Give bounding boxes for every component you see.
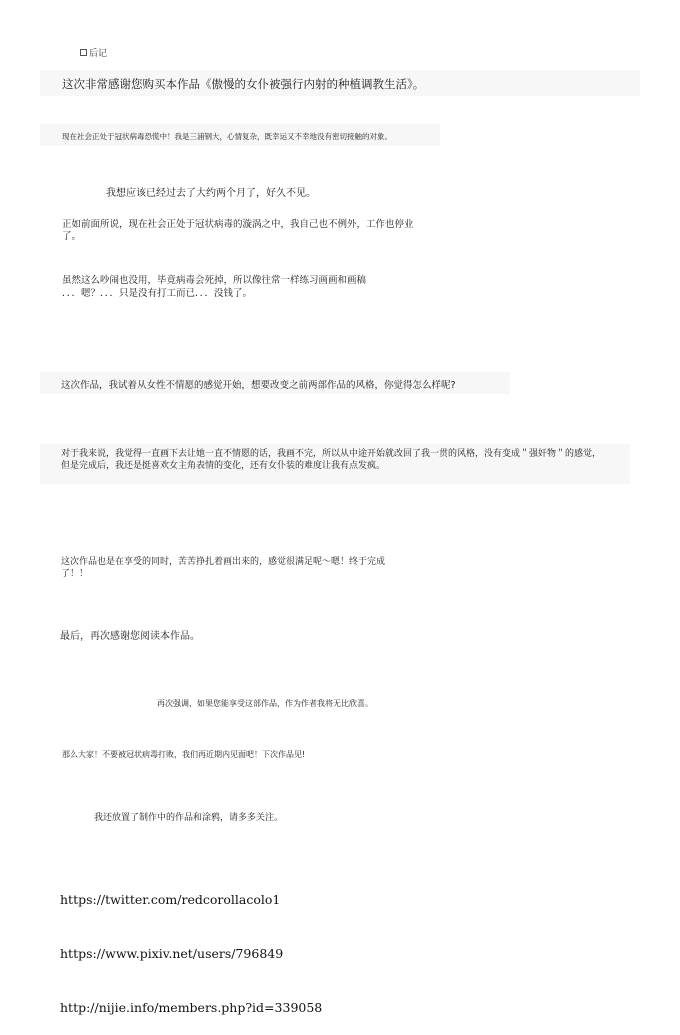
paragraph-finished: 这次作品也是在享受的同时，苦苦挣扎着画出来的，感觉很满足呢～嗯！终于完成了！！ (61, 557, 386, 579)
heading-text: 后记 (89, 49, 108, 59)
paragraph-style-change: 这次作品，我试着从女性不情愿的感觉开始，想要改变之前两部作品的风格，你觉得怎么样呢? (61, 380, 456, 391)
paragraph-practice-drawing: 虽然这么吵闹也没用，毕竟病毒会死掉，所以像往常一样练习画画和画稿 ．．．嗯？．．．只是没有打工而已．．．没钱了。 (62, 275, 367, 299)
paragraph-emphasis: 再次强调，如果您能享受这部作品，作为作者我将无比欣喜。 (157, 699, 373, 708)
paragraph-usual-style: 对于我来说，我觉得一直画下去让她一直不情愿的话，我画不完，所以从中途开始就改回了我一贯的风格，没有变成＂强奸物＂的感觉， 但是完成后，我还是挺喜欢女主角表情的变化，还有女仆装的难度让我有点发疯。 (61, 449, 602, 471)
square-bullet-icon (80, 49, 87, 56)
paragraph-see-you: 那么大家！不要被冠状病毒打败，我们再近期内见面吧！下次作品见! (62, 750, 306, 759)
paragraph-work-closed: 正如前面所说，现在社会正处于冠状病毒的漩涡之中，我自己也不例外，工作也停业了。 (62, 219, 414, 242)
paragraph-corona-intro: 现在社会正处于冠状病毒恐慌中！我是三浦钢大，心情复杂，既幸运又不幸地没有密切接触的对象。 (62, 132, 392, 141)
paragraph-long-time: 我想应该已经过去了大约两个月了，好久不见。 (106, 188, 316, 199)
nijie-link[interactable]: http://nijie.info/members.php?id=339058 (60, 1000, 323, 1015)
paragraph-follow: 我还放置了制作中的作品和涂鸦，请多多关注。 (94, 813, 284, 823)
paragraph-thanks-purchase: 这次非常感谢您购买本作品《傲慢的女仆被强行内射的种植调教生活》。 (62, 77, 425, 91)
twitter-link[interactable]: https://twitter.com/redcorollacolo1 (60, 892, 281, 907)
afterword-heading (80, 46, 107, 59)
author-links (60, 855, 322, 1035)
paragraph-thanks-reading: 最后，再次感谢您阅读本作品。 (60, 631, 200, 642)
pixiv-link[interactable]: https://www.pixiv.net/users/796849 (60, 946, 284, 961)
